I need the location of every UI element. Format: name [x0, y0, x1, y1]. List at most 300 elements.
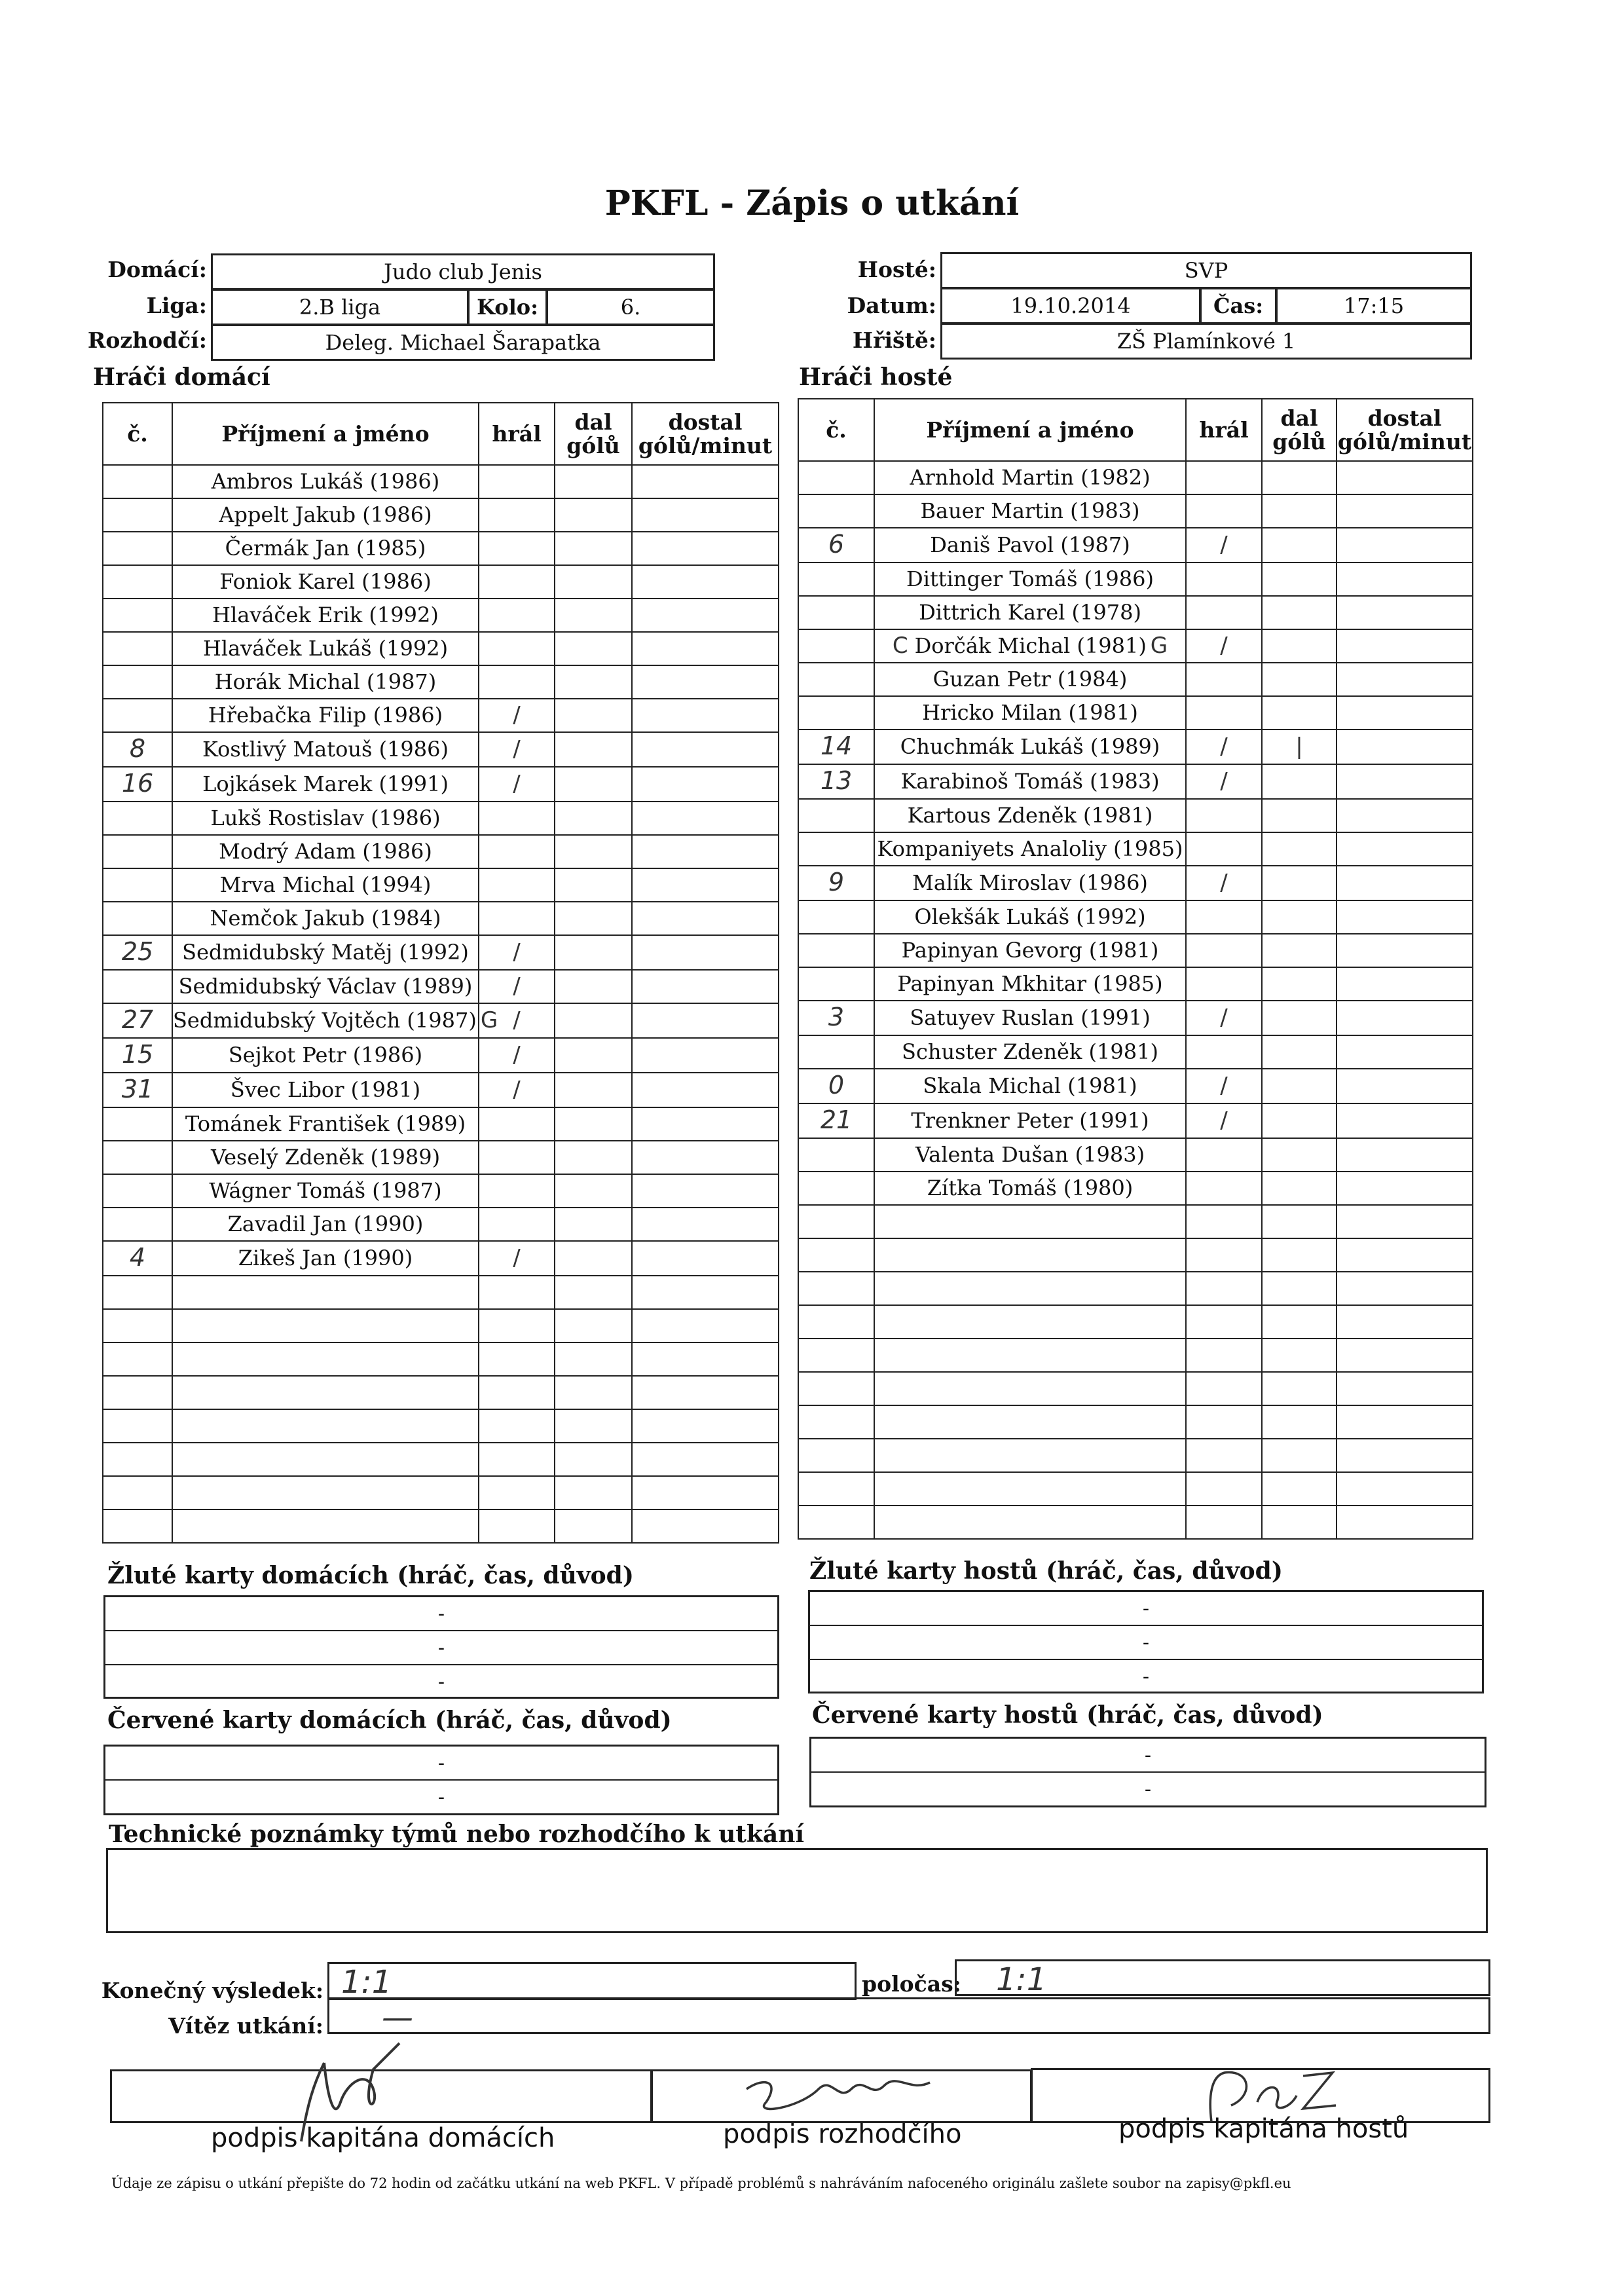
- player-conceded-cell[interactable]: [632, 1174, 779, 1208]
- player-conceded-cell[interactable]: [632, 1107, 779, 1141]
- player-name-cell[interactable]: [874, 663, 1186, 696]
- card-row[interactable]: -: [105, 1631, 777, 1665]
- player-conceded-cell[interactable]: [632, 935, 779, 970]
- empty-cell[interactable]: [1262, 1405, 1337, 1439]
- player-goals-cell[interactable]: [1262, 1103, 1337, 1138]
- empty-cell[interactable]: [1337, 1472, 1473, 1506]
- player-name-cell[interactable]: [874, 629, 1186, 663]
- player-number-cell[interactable]: [798, 799, 874, 832]
- empty-cell[interactable]: [1186, 1372, 1262, 1405]
- player-goals-cell[interactable]: [1262, 900, 1337, 934]
- player-name-cell[interactable]: [172, 1073, 479, 1107]
- player-played-cell[interactable]: [1186, 967, 1262, 1001]
- empty-cell[interactable]: [798, 1272, 874, 1305]
- empty-cell[interactable]: [479, 1309, 555, 1342]
- player-number-cell[interactable]: [103, 902, 172, 935]
- player-conceded-cell[interactable]: [632, 1141, 779, 1174]
- player-name-cell[interactable]: [874, 764, 1186, 799]
- player-name-cell[interactable]: [172, 802, 479, 835]
- player-number-cell[interactable]: [798, 832, 874, 866]
- player-name-cell[interactable]: [172, 1107, 479, 1141]
- empty-cell[interactable]: [103, 1342, 172, 1376]
- player-name-cell[interactable]: [874, 832, 1186, 866]
- player-conceded-cell[interactable]: [632, 802, 779, 835]
- winner-field[interactable]: —: [327, 1997, 1490, 2034]
- player-played-cell[interactable]: [1186, 866, 1262, 900]
- player-number-cell[interactable]: [103, 802, 172, 835]
- empty-cell[interactable]: [555, 1376, 632, 1409]
- empty-cell[interactable]: [555, 1276, 632, 1309]
- player-name-cell[interactable]: [172, 599, 479, 632]
- player-number-cell[interactable]: [103, 632, 172, 665]
- player-conceded-cell[interactable]: [1337, 1172, 1473, 1205]
- player-conceded-cell[interactable]: [1337, 1103, 1473, 1138]
- player-goals-cell[interactable]: [555, 465, 632, 498]
- player-conceded-cell[interactable]: [632, 498, 779, 532]
- empty-cell[interactable]: [1337, 1405, 1473, 1439]
- player-name-cell[interactable]: [874, 967, 1186, 1001]
- player-name-cell[interactable]: [172, 868, 479, 902]
- player-number-cell[interactable]: [798, 629, 874, 663]
- player-played-cell[interactable]: [479, 902, 555, 935]
- player-conceded-cell[interactable]: [632, 599, 779, 632]
- empty-cell[interactable]: [874, 1339, 1186, 1372]
- player-goals-cell[interactable]: [1262, 799, 1337, 832]
- player-played-cell[interactable]: [1186, 1001, 1262, 1035]
- player-goals-cell[interactable]: [1262, 967, 1337, 1001]
- card-row[interactable]: -: [810, 1592, 1482, 1626]
- player-played-cell[interactable]: [479, 1208, 555, 1241]
- player-conceded-cell[interactable]: [1337, 461, 1473, 494]
- player-conceded-cell[interactable]: [1337, 866, 1473, 900]
- player-name-cell[interactable]: [172, 532, 479, 565]
- card-row[interactable]: -: [811, 1739, 1485, 1773]
- empty-cell[interactable]: [555, 1342, 632, 1376]
- player-name-cell[interactable]: [874, 799, 1186, 832]
- empty-cell[interactable]: [1337, 1339, 1473, 1372]
- empty-cell[interactable]: [103, 1409, 172, 1443]
- player-number-cell[interactable]: [103, 970, 172, 1003]
- player-played-cell[interactable]: [1186, 1103, 1262, 1138]
- player-name-cell[interactable]: [172, 935, 479, 970]
- player-conceded-cell[interactable]: [632, 868, 779, 902]
- player-goals-cell[interactable]: [555, 835, 632, 868]
- empty-cell[interactable]: [172, 1509, 479, 1543]
- player-number-cell[interactable]: [798, 563, 874, 596]
- player-played-cell[interactable]: [479, 599, 555, 632]
- player-number-cell[interactable]: [103, 868, 172, 902]
- empty-cell[interactable]: [1186, 1506, 1262, 1539]
- empty-cell[interactable]: [479, 1342, 555, 1376]
- player-number-cell[interactable]: [103, 767, 172, 802]
- player-number-cell[interactable]: [798, 1069, 874, 1103]
- empty-cell[interactable]: [172, 1309, 479, 1342]
- player-conceded-cell[interactable]: [1337, 1001, 1473, 1035]
- player-number-cell[interactable]: [798, 1035, 874, 1069]
- empty-cell[interactable]: [1262, 1439, 1337, 1472]
- player-conceded-cell[interactable]: [1337, 832, 1473, 866]
- player-goals-cell[interactable]: [555, 732, 632, 767]
- card-row[interactable]: -: [437, 1671, 445, 1693]
- player-number-cell[interactable]: [798, 967, 874, 1001]
- date-field[interactable]: 19.10.2014: [940, 287, 1201, 324]
- player-conceded-cell[interactable]: [1337, 494, 1473, 528]
- player-goals-cell[interactable]: [1262, 461, 1337, 494]
- player-goals-cell[interactable]: [555, 902, 632, 935]
- guest-yellow-box[interactable]: [808, 1590, 1484, 1693]
- player-number-cell[interactable]: [103, 1141, 172, 1174]
- empty-cell[interactable]: [1262, 1506, 1337, 1539]
- player-goals-cell[interactable]: [555, 699, 632, 732]
- player-number-cell[interactable]: [103, 732, 172, 767]
- empty-cell[interactable]: [798, 1439, 874, 1472]
- player-conceded-cell[interactable]: [1337, 730, 1473, 764]
- player-goals-cell[interactable]: [555, 632, 632, 665]
- player-number-cell[interactable]: [103, 1174, 172, 1208]
- player-played-cell[interactable]: [479, 1107, 555, 1141]
- empty-cell[interactable]: [172, 1409, 479, 1443]
- empty-cell[interactable]: [1186, 1305, 1262, 1339]
- player-name-cell[interactable]: [874, 1035, 1186, 1069]
- player-name-cell[interactable]: [874, 730, 1186, 764]
- empty-cell[interactable]: [103, 1443, 172, 1476]
- player-name-cell[interactable]: [874, 1069, 1186, 1103]
- empty-cell[interactable]: [1337, 1205, 1473, 1238]
- player-goals-cell[interactable]: [555, 868, 632, 902]
- player-played-cell[interactable]: [1186, 764, 1262, 799]
- pitch-field[interactable]: ZŠ Plamínkové 1: [940, 323, 1472, 360]
- player-goals-cell[interactable]: [1262, 730, 1337, 764]
- player-goals-cell[interactable]: [555, 532, 632, 565]
- empty-cell[interactable]: [479, 1443, 555, 1476]
- player-played-cell[interactable]: [479, 732, 555, 767]
- player-number-cell[interactable]: [103, 665, 172, 699]
- empty-cell[interactable]: [479, 1509, 555, 1543]
- empty-cell[interactable]: [874, 1305, 1186, 1339]
- player-conceded-cell[interactable]: [1337, 528, 1473, 563]
- player-name-cell[interactable]: [874, 934, 1186, 967]
- empty-cell[interactable]: [172, 1476, 479, 1509]
- empty-cell[interactable]: [479, 1409, 555, 1443]
- player-played-cell[interactable]: [1186, 1069, 1262, 1103]
- empty-cell[interactable]: [874, 1238, 1186, 1272]
- player-goals-cell[interactable]: [555, 1073, 632, 1107]
- player-number-cell[interactable]: [798, 663, 874, 696]
- player-name-cell[interactable]: [874, 494, 1186, 528]
- player-number-cell[interactable]: [103, 1208, 172, 1241]
- empty-cell[interactable]: [103, 1376, 172, 1409]
- player-conceded-cell[interactable]: [632, 465, 779, 498]
- player-goals-cell[interactable]: [1262, 1069, 1337, 1103]
- player-goals-cell[interactable]: [555, 599, 632, 632]
- player-goals-cell[interactable]: [1262, 494, 1337, 528]
- player-goals-cell[interactable]: [555, 935, 632, 970]
- player-played-cell[interactable]: [1186, 596, 1262, 629]
- player-name-cell[interactable]: [172, 835, 479, 868]
- player-name-cell[interactable]: [874, 528, 1186, 563]
- player-played-cell[interactable]: [1186, 696, 1262, 730]
- halftime-field[interactable]: 1:1: [955, 1959, 1490, 1996]
- empty-cell[interactable]: [555, 1409, 632, 1443]
- empty-cell[interactable]: [103, 1276, 172, 1309]
- player-number-cell[interactable]: [103, 498, 172, 532]
- empty-cell[interactable]: [1262, 1339, 1337, 1372]
- player-number-cell[interactable]: [103, 835, 172, 868]
- empty-cell[interactable]: [1186, 1472, 1262, 1506]
- player-number-cell[interactable]: [103, 1241, 172, 1276]
- player-name-cell[interactable]: [172, 1208, 479, 1241]
- player-played-cell[interactable]: [479, 1073, 555, 1107]
- empty-cell[interactable]: [798, 1372, 874, 1405]
- player-goals-cell[interactable]: [555, 498, 632, 532]
- empty-cell[interactable]: [555, 1476, 632, 1509]
- player-goals-cell[interactable]: [555, 1141, 632, 1174]
- player-name-cell[interactable]: [172, 699, 479, 732]
- player-number-cell[interactable]: [798, 494, 874, 528]
- round-field[interactable]: 6.: [546, 289, 715, 325]
- empty-cell[interactable]: [632, 1309, 779, 1342]
- player-goals-cell[interactable]: [555, 1208, 632, 1241]
- player-goals-cell[interactable]: [555, 1241, 632, 1276]
- player-played-cell[interactable]: [1186, 494, 1262, 528]
- empty-cell[interactable]: [1262, 1272, 1337, 1305]
- player-number-cell[interactable]: [103, 465, 172, 498]
- player-number-cell[interactable]: [103, 1038, 172, 1073]
- player-goals-cell[interactable]: [1262, 563, 1337, 596]
- player-played-cell[interactable]: [479, 835, 555, 868]
- player-number-cell[interactable]: [103, 935, 172, 970]
- player-name-cell[interactable]: [172, 665, 479, 699]
- player-goals-cell[interactable]: [1262, 764, 1337, 799]
- player-conceded-cell[interactable]: [632, 1241, 779, 1276]
- player-goals-cell[interactable]: [555, 970, 632, 1003]
- player-name-cell[interactable]: [874, 1001, 1186, 1035]
- empty-cell[interactable]: [798, 1506, 874, 1539]
- empty-cell[interactable]: [555, 1443, 632, 1476]
- player-conceded-cell[interactable]: [1337, 1035, 1473, 1069]
- notes-field[interactable]: [106, 1848, 1488, 1933]
- player-conceded-cell[interactable]: [1337, 900, 1473, 934]
- empty-cell[interactable]: [1186, 1405, 1262, 1439]
- player-goals-cell[interactable]: [555, 565, 632, 599]
- player-conceded-cell[interactable]: [1337, 799, 1473, 832]
- player-goals-cell[interactable]: [1262, 1001, 1337, 1035]
- player-number-cell[interactable]: [798, 696, 874, 730]
- empty-cell[interactable]: [1337, 1439, 1473, 1472]
- player-played-cell[interactable]: [479, 1038, 555, 1073]
- empty-cell[interactable]: [632, 1409, 779, 1443]
- player-number-cell[interactable]: [103, 532, 172, 565]
- empty-cell[interactable]: [479, 1476, 555, 1509]
- player-played-cell[interactable]: [1186, 1035, 1262, 1069]
- player-name-cell[interactable]: [172, 902, 479, 935]
- player-played-cell[interactable]: [1186, 1138, 1262, 1172]
- player-goals-cell[interactable]: [555, 1107, 632, 1141]
- empty-cell[interactable]: [798, 1472, 874, 1506]
- empty-cell[interactable]: [798, 1339, 874, 1372]
- player-goals-cell[interactable]: [1262, 596, 1337, 629]
- player-name-cell[interactable]: [172, 1003, 498, 1038]
- empty-cell[interactable]: [172, 1342, 479, 1376]
- player-name-cell[interactable]: [172, 632, 479, 665]
- player-conceded-cell[interactable]: [632, 632, 779, 665]
- guest-red-box[interactable]: [809, 1737, 1486, 1807]
- player-name-cell[interactable]: [172, 498, 479, 532]
- player-conceded-cell[interactable]: [1337, 596, 1473, 629]
- empty-cell[interactable]: [1186, 1439, 1262, 1472]
- player-played-cell[interactable]: [479, 1141, 555, 1174]
- empty-cell[interactable]: [874, 1439, 1186, 1472]
- empty-cell[interactable]: [479, 1376, 555, 1409]
- player-goals-cell[interactable]: [555, 1003, 632, 1038]
- player-number-cell[interactable]: [103, 1003, 172, 1038]
- player-number-cell[interactable]: [798, 764, 874, 799]
- player-name-cell[interactable]: [172, 767, 479, 802]
- player-conceded-cell[interactable]: [632, 835, 779, 868]
- empty-cell[interactable]: [1186, 1272, 1262, 1305]
- player-conceded-cell[interactable]: [1337, 663, 1473, 696]
- player-number-cell[interactable]: [103, 699, 172, 732]
- final-result-field[interactable]: 1:1: [327, 1962, 857, 2000]
- player-conceded-cell[interactable]: [1337, 563, 1473, 596]
- card-row[interactable]: -: [437, 1786, 445, 1809]
- player-played-cell[interactable]: [1186, 629, 1262, 663]
- player-goals-cell[interactable]: [1262, 1138, 1337, 1172]
- empty-cell[interactable]: [1186, 1339, 1262, 1372]
- player-played-cell[interactable]: [479, 532, 555, 565]
- player-name-cell[interactable]: [172, 565, 479, 599]
- empty-cell[interactable]: [1337, 1506, 1473, 1539]
- player-played-cell[interactable]: [479, 632, 555, 665]
- player-played-cell[interactable]: [479, 935, 555, 970]
- player-number-cell[interactable]: [798, 1172, 874, 1205]
- player-conceded-cell[interactable]: [632, 1003, 779, 1038]
- player-played-cell[interactable]: [1186, 730, 1262, 764]
- player-conceded-cell[interactable]: [1337, 934, 1473, 967]
- empty-cell[interactable]: [632, 1376, 779, 1409]
- player-played-cell[interactable]: [479, 1241, 555, 1276]
- empty-cell[interactable]: [632, 1443, 779, 1476]
- player-played-cell[interactable]: [479, 498, 555, 532]
- player-conceded-cell[interactable]: [1337, 967, 1473, 1001]
- player-name-cell[interactable]: [874, 866, 1186, 900]
- player-played-cell[interactable]: [1186, 528, 1262, 563]
- empty-cell[interactable]: [479, 1276, 555, 1309]
- player-conceded-cell[interactable]: [632, 902, 779, 935]
- empty-cell[interactable]: [874, 1205, 1186, 1238]
- empty-cell[interactable]: [1186, 1205, 1262, 1238]
- player-goals-cell[interactable]: [1262, 866, 1337, 900]
- empty-cell[interactable]: [1337, 1272, 1473, 1305]
- player-played-cell[interactable]: [479, 465, 555, 498]
- player-goals-cell[interactable]: [1262, 832, 1337, 866]
- home-yellow-box[interactable]: [103, 1595, 779, 1699]
- player-conceded-cell[interactable]: [1337, 1138, 1473, 1172]
- player-name-cell[interactable]: [172, 970, 479, 1003]
- empty-cell[interactable]: [632, 1509, 779, 1543]
- empty-cell[interactable]: [555, 1309, 632, 1342]
- player-played-cell[interactable]: [479, 767, 555, 802]
- empty-cell[interactable]: [632, 1476, 779, 1509]
- player-conceded-cell[interactable]: [632, 699, 779, 732]
- player-played-cell[interactable]: [1186, 1172, 1262, 1205]
- empty-cell[interactable]: [1262, 1372, 1337, 1405]
- empty-cell[interactable]: [1337, 1305, 1473, 1339]
- card-row[interactable]: -: [810, 1626, 1482, 1660]
- player-name-cell[interactable]: [172, 465, 479, 498]
- player-conceded-cell[interactable]: [632, 970, 779, 1003]
- player-played-cell[interactable]: [1186, 461, 1262, 494]
- empty-cell[interactable]: [103, 1476, 172, 1509]
- empty-cell[interactable]: [874, 1372, 1186, 1405]
- player-goals-cell[interactable]: [1262, 934, 1337, 967]
- player-conceded-cell[interactable]: [632, 565, 779, 599]
- empty-cell[interactable]: [874, 1405, 1186, 1439]
- player-played-cell[interactable]: [479, 665, 555, 699]
- player-number-cell[interactable]: [103, 1107, 172, 1141]
- player-played-cell[interactable]: [1186, 934, 1262, 967]
- player-conceded-cell[interactable]: [632, 665, 779, 699]
- player-conceded-cell[interactable]: [632, 767, 779, 802]
- player-name-cell[interactable]: [874, 1103, 1186, 1138]
- card-row[interactable]: -: [105, 1597, 777, 1631]
- player-played-cell[interactable]: [479, 1174, 555, 1208]
- referee-field[interactable]: Deleg. Michael Šarapatka: [211, 324, 715, 361]
- player-played-cell[interactable]: [479, 565, 555, 599]
- empty-cell[interactable]: [555, 1509, 632, 1543]
- player-played-cell[interactable]: [1186, 832, 1262, 866]
- empty-cell[interactable]: [798, 1305, 874, 1339]
- empty-cell[interactable]: [103, 1309, 172, 1342]
- player-goals-cell[interactable]: [1262, 696, 1337, 730]
- player-number-cell[interactable]: [798, 461, 874, 494]
- player-played-cell[interactable]: [1186, 799, 1262, 832]
- player-goals-cell[interactable]: [1262, 1172, 1337, 1205]
- empty-cell[interactable]: [798, 1205, 874, 1238]
- home-team-field[interactable]: Judo club Jenis: [211, 253, 715, 290]
- player-conceded-cell[interactable]: [1337, 696, 1473, 730]
- player-number-cell[interactable]: [798, 934, 874, 967]
- player-played-cell[interactable]: [479, 868, 555, 902]
- player-name-cell[interactable]: [172, 1141, 479, 1174]
- empty-cell[interactable]: [172, 1376, 479, 1409]
- empty-cell[interactable]: [874, 1272, 1186, 1305]
- player-goals-cell[interactable]: [1262, 629, 1337, 663]
- player-name-cell[interactable]: [874, 696, 1186, 730]
- player-name-cell[interactable]: [874, 596, 1186, 629]
- empty-cell[interactable]: [1186, 1238, 1262, 1272]
- player-number-cell[interactable]: [798, 528, 874, 563]
- player-played-cell[interactable]: [1186, 663, 1262, 696]
- player-name-cell[interactable]: [172, 1241, 479, 1276]
- card-row[interactable]: -: [1142, 1665, 1150, 1688]
- empty-cell[interactable]: [1262, 1205, 1337, 1238]
- empty-cell[interactable]: [798, 1405, 874, 1439]
- player-name-cell[interactable]: [874, 1172, 1186, 1205]
- player-played-cell[interactable]: [1186, 900, 1262, 934]
- player-conceded-cell[interactable]: [1337, 629, 1473, 663]
- player-number-cell[interactable]: [103, 599, 172, 632]
- player-goals-cell[interactable]: [1262, 1035, 1337, 1069]
- empty-cell[interactable]: [874, 1506, 1186, 1539]
- player-goals-cell[interactable]: [555, 1038, 632, 1073]
- player-number-cell[interactable]: [798, 730, 874, 764]
- player-name-cell[interactable]: [172, 732, 479, 767]
- player-conceded-cell[interactable]: [1337, 1069, 1473, 1103]
- empty-cell[interactable]: [1337, 1238, 1473, 1272]
- empty-cell[interactable]: [1262, 1472, 1337, 1506]
- player-number-cell[interactable]: [798, 900, 874, 934]
